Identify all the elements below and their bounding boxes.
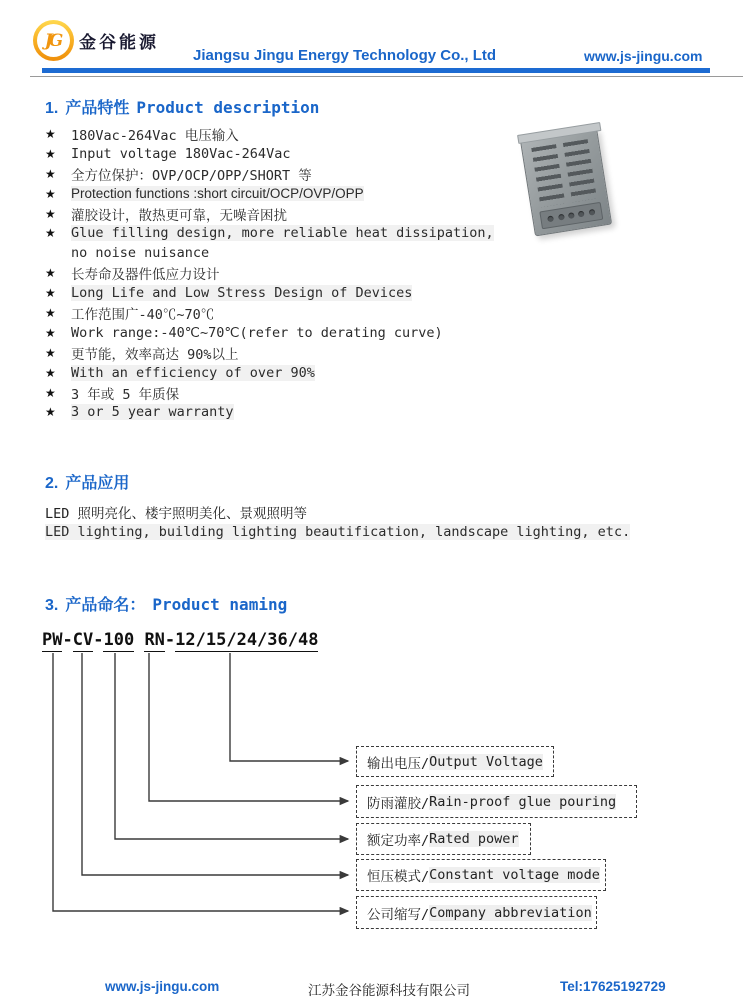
naming-box-rain-proof [356,785,637,818]
star-bullet-icon: ★ [45,345,56,360]
star-bullet-icon: ★ [45,206,56,221]
naming-box-label-zh: 恒压模式/ [367,869,430,885]
feature-list [45,124,515,422]
naming-box-constant-voltage [356,859,606,891]
feature-item [45,263,515,283]
feature-item [45,323,515,343]
model-segment: 12/15/24/36/48 [175,630,319,650]
model-segment: RN [144,630,165,650]
naming-box-company-abbreviation [356,896,597,929]
header-divider-shadow [30,76,743,77]
company-logo-icon [33,20,74,61]
naming-box-label-en: Output Voltage [429,753,543,770]
feature-item [45,223,515,243]
vent-slots-left [531,144,565,207]
feature-text: Work range:-40℃~70℃(refer to derating curve) [71,324,443,341]
feature-text: no noise nuisance [71,245,210,262]
logo-text: 金谷能源 [79,33,159,53]
logo-monogram: JG [44,30,60,51]
naming-box-output-voltage [356,746,554,777]
section-title-en: Product naming [152,595,288,614]
naming-box-label-en: Constant voltage mode [429,867,600,883]
feature-text: 长寿命及器件低应力设计 [71,267,220,284]
naming-box-label-zh: 额定功率/ [367,833,430,849]
section-number: 1. [45,100,59,117]
feature-text: 更节能，效率高达 90%以上 [71,346,239,363]
section-number: 2. [45,475,59,492]
section-title-naming [45,592,287,615]
section-title-zh: 产品特性 [65,100,130,117]
star-bullet-icon: ★ [45,286,56,301]
product-lid [517,122,601,144]
feature-text: 3 or 5 year warranty [71,404,234,421]
star-bullet-icon: ★ [45,305,56,320]
star-bullet-icon: ★ [45,385,56,400]
vent-slots-right [563,139,597,202]
footer-telephone: Tel:17625192729 [560,979,666,994]
header-website-link[interactable]: www.js-jingu.com [584,48,703,64]
feature-item [45,343,515,363]
model-segment: - [164,630,176,650]
star-bullet-icon: ★ [45,126,56,141]
model-code [42,630,318,650]
model-segment: - [62,630,73,650]
star-bullet-icon: ★ [45,325,56,340]
feature-item [45,243,515,263]
naming-box-label-zh: 输出电压/ [367,755,430,772]
feature-text: Glue filling design, more reliable heat dissipation, [71,225,494,242]
naming-box-rated-power [356,823,531,855]
model-segment: PW [42,630,63,650]
feature-text: Protection functions :short circuit/OCP/OVP/OPP [71,186,364,202]
feature-text: With an efficiency of over 90% [71,364,315,381]
feature-text: Input voltage 180Vac-264Vac [71,145,291,162]
star-bullet-icon: ★ [45,226,56,241]
feature-text: 工作范围广-40℃~70℃ [71,306,215,323]
naming-box-label-en: Company abbreviation [429,904,592,921]
logo-inner-circle [37,24,70,57]
feature-item [45,164,515,184]
feature-item [45,363,515,383]
applications-text-en: LED lighting, building lighting beautification, landscape lighting, etc. [45,524,631,540]
model-segment: 100 [103,630,135,650]
section-title-applications [45,470,129,493]
naming-box-label-zh: 防雨灌胶/ [367,795,430,812]
star-bullet-icon: ★ [45,266,56,281]
footer-website-link[interactable]: www.js-jingu.com [105,979,220,994]
feature-item [45,144,515,164]
feature-item [45,383,515,403]
feature-item [45,303,515,323]
feature-item [45,124,515,144]
feature-item [45,283,515,303]
naming-box-label-zh: 公司缩写/ [367,906,430,923]
naming-box-label-en: Rated power [429,831,519,847]
applications-text-zh: LED 照明亮化、楼宇照明美化、景观照明等 [45,506,308,522]
feature-item [45,184,515,204]
section-title-zh: 产品应用 [65,475,130,492]
star-bullet-icon: ★ [45,365,56,380]
star-bullet-icon: ★ [45,146,56,161]
star-bullet-icon: ★ [45,186,56,201]
feature-text: 3 年或 5 年质保 [71,386,180,403]
feature-text: Long Life and Low Stress Design of Devices [71,285,413,302]
model-segment: - [93,630,104,650]
model-segment: CV [72,630,94,650]
section-number: 3. [45,597,59,614]
naming-box-label-en: Rain-proof glue pouring [429,793,617,810]
product-image [520,128,612,237]
section-title-features [45,95,319,118]
star-bullet-icon: ★ [45,405,56,420]
feature-text: 180Vac-264Vac 电压输入 [71,127,239,144]
star-bullet-icon: ★ [45,166,56,181]
feature-text: 全方位保护：OVP/OCP/OPP/SHORT 等 [71,167,312,184]
section-title-zh: 产品命名： [65,597,146,614]
footer-company-name: 江苏金谷能源科技有限公司 [308,983,470,999]
feature-text: 灌胶设计，散热更可靠，无噪音困扰 [71,207,287,224]
model-segment [134,630,144,650]
company-name: Jiangsu Jingu Energy Technology Co., Ltd [193,47,497,64]
feature-item [45,402,515,422]
feature-item [45,204,515,224]
header-divider-bar [42,68,710,73]
section-title-en: Product description [136,98,320,117]
